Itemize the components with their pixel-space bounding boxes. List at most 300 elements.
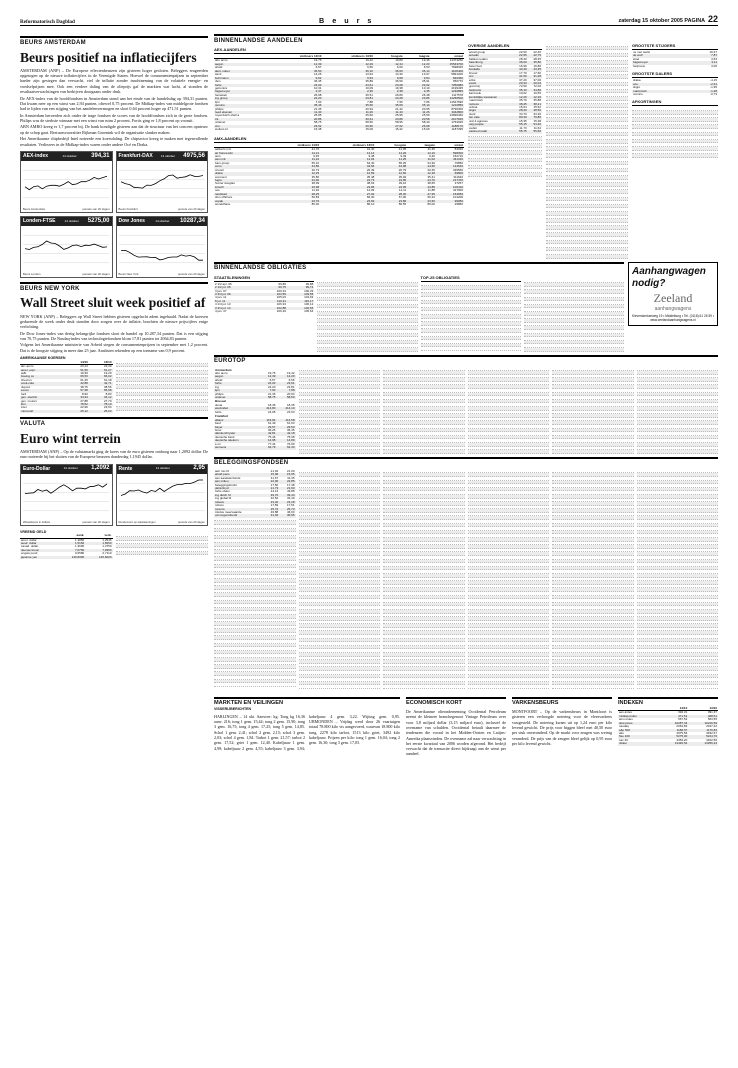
table-cell: 15,42: [395, 127, 403, 132]
table-cell: 21,00: [286, 468, 295, 473]
table-cell: corio: [214, 165, 265, 168]
column-header: aank.: [58, 534, 85, 538]
staatsleningen-head: STAATSLENINGEN: [214, 275, 314, 282]
table-cell: 35,89: [365, 79, 373, 84]
table-cell: 35,50: [322, 104, 374, 107]
table-cell: 114,58: [276, 419, 295, 422]
right-column: [214, 34, 718, 757]
table-cell: ing groep: [214, 97, 271, 100]
table-cell: 24,70: [407, 179, 436, 182]
table-cell: deutsche bank: [215, 434, 235, 439]
index-chart: [20, 216, 113, 278]
column-header: 13/10: [89, 361, 113, 365]
table-cell: 61,49: [267, 421, 276, 426]
table-cell: daimlerchrysler: [214, 432, 257, 435]
table-cell: wereldhave: [215, 202, 231, 207]
table-cell: 66,30: [366, 195, 375, 200]
table-cell: 17,60: [533, 70, 541, 75]
table-cell: akzo nobel: [214, 70, 271, 73]
table-cell: 37,00: [533, 77, 541, 82]
table-cell: 66,34: [427, 195, 435, 200]
table-cell: 31,02: [263, 514, 279, 517]
table-cell: 99,88: [305, 281, 314, 286]
table-cell: 24,20: [267, 384, 276, 389]
table-cell: 17,70: [519, 70, 527, 75]
table-row-placeholder: [383, 685, 465, 689]
table-cell: 38,75: [80, 384, 88, 389]
varkensbeurs-block: [512, 693, 612, 757]
table-cell: 391,37: [707, 710, 717, 715]
table-cell: 13250500: [431, 97, 464, 100]
table-cell: 414,10: [276, 407, 295, 410]
table-cell: asml: [215, 72, 222, 77]
table-cell: tnt: [214, 118, 271, 121]
table-cell: 12,29: [276, 375, 295, 378]
table-cell: 1,1850: [75, 537, 85, 542]
table-cell: 20,73: [311, 167, 320, 172]
table-cell: 11,04: [320, 158, 375, 161]
table-cell: bmw: [215, 427, 222, 432]
table-cell: 7,93: [257, 389, 276, 392]
table-cell: 35,41: [427, 174, 435, 179]
chart-source: Rendement op staatsleningen: [118, 520, 156, 525]
table-cell: 106,12: [304, 302, 314, 307]
table-cell: reed elsevier: [214, 111, 271, 114]
table-cell: 1763025: [451, 120, 463, 125]
table-cell: 14,14: [320, 152, 375, 155]
visserij-head: VISSERIJBERICHTEN: [214, 706, 252, 711]
table-cell: 9,62: [271, 77, 323, 80]
table-cell: 23,61: [276, 382, 295, 385]
table-cell: 7,93: [315, 99, 322, 104]
table-cell: -1,28: [687, 90, 718, 93]
binnenlandse-aandelen-title: BINNENLANDSE AANDELEN: [214, 34, 464, 45]
table-cell: 8790300: [451, 106, 463, 111]
indexen-block: [618, 693, 718, 757]
eurotop-block: [214, 355, 718, 454]
table-cell: 6,57: [315, 65, 322, 70]
table-cell: aex-index: [619, 710, 633, 715]
table-cell: 7,95: [396, 99, 403, 104]
chart-title: Euro-Dollar: [23, 466, 51, 473]
table-cell: 23,76: [265, 200, 320, 203]
column-header: 14/10: [659, 707, 689, 711]
table-cell: 7,86: [423, 99, 430, 104]
table-cell: aeh mix fd: [215, 468, 229, 473]
table-cell: 441310: [436, 158, 464, 161]
table-cell: 27,70: [103, 398, 112, 403]
table-cell: grontmij: [469, 84, 480, 89]
table-cell: dexia: [215, 402, 223, 407]
table-cell: 4 1/4 jul. 13: [215, 302, 231, 307]
table-cell: aegon: [214, 375, 257, 378]
table-cell: basf: [215, 421, 221, 426]
chart-value: 4975,56: [183, 152, 205, 159]
table-cell: 5224,70: [688, 735, 718, 738]
table-cell: allianz: [214, 419, 257, 422]
table-cell: 99,75: [260, 286, 287, 289]
table-cell: 38,63: [366, 181, 375, 186]
table-cell: 55,75: [513, 130, 527, 133]
table-cell: 1188170: [431, 125, 464, 128]
chart-date: 14 oktober: [62, 153, 77, 158]
table-cell: 27,02: [374, 125, 404, 128]
table-cell: 23,85: [407, 186, 436, 189]
chart-plot: [117, 474, 207, 520]
table-cell: 86,30: [311, 202, 320, 207]
table-cell: ing global fd: [215, 496, 232, 501]
chart-plot: [117, 161, 207, 207]
table-cell: nasdaq: [619, 724, 629, 729]
table-row-placeholder: [468, 685, 550, 689]
table-cell: 4932,67: [706, 731, 717, 736]
article-paragraph: Het Amerikaanse chipbedrijf Intel noteerde een koersdaling. De chipsector kreeg te maken met tegenvallende resultaten. Verliezers in de Midkap-index waren onder andere Océ en Draka.: [20, 136, 208, 147]
table-row: [214, 446, 296, 449]
table-cell: 26,68: [404, 125, 431, 128]
table-cell: ftse 100: [618, 735, 659, 738]
article-paragraph: ABN AMRO kreeg er 1,7 procent bij. De bank kondigde gisteren aan dat de structuur van het concern opnieuw op de schop gaat. Bestuursvoorzitter Rijkman Groenink wil de organisatie slanker maken.: [20, 124, 208, 135]
table-cell: 15,05: [279, 473, 295, 476]
table-cell: 99,89: [278, 281, 286, 286]
table-cell: heineken: [215, 92, 228, 97]
table-cell: 66,53: [65, 375, 89, 378]
table-cell: 44,98: [375, 165, 407, 168]
table-cell: arcadis: [468, 54, 513, 57]
table-row-placeholder: [637, 685, 719, 689]
vreemd-geld-title: VREEMD GELD: [20, 529, 47, 534]
table-cell: 38,56: [103, 384, 112, 389]
table-cell: hagemeyer: [632, 61, 689, 64]
table-cell: 43,88: [286, 489, 295, 494]
table-cell: 7,0750: [58, 549, 85, 552]
table-cell: vopak: [214, 200, 265, 203]
table-cell: 12,25: [265, 172, 320, 175]
vreemd-geld-block: [20, 530, 208, 560]
table-cell: 35,46: [271, 104, 323, 107]
table-cell: 31,50: [513, 75, 527, 78]
table-cell: 65,10: [311, 160, 320, 165]
chart-period: periode van 20 dagen: [177, 520, 205, 525]
table-cell: 29,50: [276, 426, 295, 429]
chart-title: Dow Jones: [118, 218, 145, 225]
table-cell: 46,60: [286, 510, 295, 514]
table-cell: 41,70: [311, 147, 320, 152]
vreemd-geld-table: [20, 534, 113, 559]
table-cell: 17,48: [286, 482, 295, 487]
table-cell: 12,44: [374, 63, 404, 66]
beurs-newyork-article: [20, 314, 208, 354]
table-cell: aalberts ind.: [215, 147, 232, 152]
table-cell: 36,10: [322, 70, 374, 73]
table-cell: 2064,83: [676, 724, 688, 729]
chart-date: 14 oktober: [64, 218, 79, 223]
table-cell: imtech: [214, 186, 265, 189]
table-cell: 56,98: [89, 389, 113, 392]
table-row-placeholder: [524, 348, 624, 352]
varkensbeurs-text: MONTFOORT – Op de varkensbeurs in Montfoort is gisteren een verhoogde notering voor de vleesvarkens vastgesteld. De notering kwam uit op 1,24 euro per kilo levend gewicht. De prijs voor biggen bleef met 40,50 euro per stuk onveranderd. Op de markt voor zeugen was weinig veranderd. De prijs van de zeugen bleef gelijk op 0,95 euro per kilo levend gewicht.: [512, 708, 612, 746]
table-cell: 57,38: [65, 389, 89, 392]
table-cell: 23,32: [263, 501, 279, 504]
table-cell: 13896460: [449, 113, 463, 118]
table-cell: 6,56: [288, 377, 295, 382]
column-header: 13/10: [688, 707, 718, 711]
table-cell: 35,88: [533, 98, 541, 103]
dalers-title: GROOTSTE DALERS: [632, 71, 718, 78]
table-cell: 51,27: [89, 369, 113, 372]
table-cell: asm intl.: [214, 158, 265, 161]
table-cell: 43,40: [513, 68, 527, 71]
table-cell: 101200: [452, 195, 463, 200]
table-cell: 42,88: [65, 382, 89, 385]
table-cell: 72,50: [519, 84, 527, 89]
table-cell: wolters kl.: [215, 127, 229, 132]
table-cell: 2,35: [404, 90, 431, 93]
table-cell: 15543700: [431, 63, 464, 66]
chart-line: [121, 175, 203, 188]
table-cell: 3 3/4 jul. 14: [214, 307, 260, 310]
table-row-placeholder: [214, 683, 296, 687]
table-cell: 15,52: [533, 105, 541, 109]
table-cell: 102,65: [287, 307, 314, 310]
table-cell: 41,67: [270, 475, 279, 480]
table-cell: 61,45: [80, 377, 88, 382]
table-cell: 44,60: [407, 165, 436, 168]
varkensbeurs-title: VARKENSBEURS: [512, 697, 612, 707]
table-cell: 29850: [454, 202, 463, 207]
table-cell: coca-cola: [20, 382, 65, 385]
table-cell: 17,50: [270, 482, 279, 487]
table-cell: 44,13: [270, 489, 279, 494]
chart-value: 394,31: [91, 152, 110, 159]
table-cell: 12,26: [528, 96, 542, 99]
table-cell: ibm: [20, 403, 65, 406]
table-cell: 11,25: [375, 158, 407, 161]
table-cell: 10287,34: [659, 722, 689, 725]
table-row: [20, 410, 113, 413]
table-cell: 0,6580: [75, 551, 85, 556]
table-cell: 69800: [436, 172, 464, 175]
table-cell: draka: [214, 172, 265, 175]
table-cell: draka: [633, 78, 641, 83]
table-cell: 35,69: [374, 104, 404, 107]
table-cell: 110,17: [287, 300, 314, 303]
chart-line: [25, 484, 107, 494]
table-cell: 1187395: [451, 127, 463, 132]
aandelen-row: [214, 34, 718, 259]
table-cell: 22,99: [80, 405, 88, 410]
table-cell: 23,60: [407, 200, 436, 203]
table-cell: 41,95: [398, 147, 407, 152]
table-cell: 12,09: [366, 188, 375, 193]
chart-period: periode van 20 dagen: [82, 520, 110, 525]
table-cell: ahold: [215, 377, 223, 382]
obligaties-block: [214, 262, 624, 352]
column-header: slotkoers 13/10: [322, 55, 374, 59]
chart-period: periode van 20 dagen: [177, 207, 205, 212]
table-cell: 58,50: [276, 396, 295, 399]
table-cell: 19,46: [422, 58, 430, 63]
table-row-placeholder: [383, 450, 465, 454]
markten-block: [214, 693, 400, 757]
issue-date: zaterdag 15 oktober 2005 PAGINA: [618, 18, 705, 25]
table-cell: -4,15: [710, 78, 717, 83]
overige-aandelen-2: [546, 34, 628, 259]
table-cell: 44,66: [320, 165, 375, 168]
table-cell: 20,58: [404, 118, 431, 121]
table-cell: dsm: [215, 79, 221, 84]
stijgers-dalers: [632, 34, 718, 259]
table-cell: 23,54: [103, 405, 112, 410]
exchange-group-header: Frankfurt: [215, 414, 229, 419]
table-cell: gen. motors: [21, 398, 37, 403]
table-cell: 7,88: [367, 99, 373, 104]
ad-address: Kleverskerkseweg 19 • Middelburg • Tel. (0118) 61 26 59 • www.zeelandaanhangwagens.nl: [632, 313, 714, 322]
chart-date: 14 oktober: [155, 218, 170, 223]
table-cell: 23,69: [320, 200, 375, 203]
index-chart: [116, 464, 209, 526]
table-cell: exxon: [20, 389, 65, 392]
table-cell: 61,03: [286, 421, 295, 426]
table-cell: 14,26: [313, 72, 322, 77]
column-header: verk.: [85, 534, 112, 538]
table-cell: 15,09: [422, 127, 430, 132]
table-cell: air france-klm: [214, 152, 265, 155]
table-cell: 61,18: [103, 377, 112, 382]
table-cell: 6,57: [269, 377, 276, 382]
table-cell: 36,00: [513, 61, 527, 64]
table-cell: 2 1/2 jul. 06: [214, 286, 260, 289]
chart-line: [121, 480, 203, 496]
table-cell: 66,02: [89, 375, 113, 378]
table-cell: 311640: [453, 174, 463, 179]
table-cell: 3 jan. 07: [215, 288, 227, 293]
table-cell: 327900: [452, 188, 463, 193]
table-cell: 6,60: [396, 65, 403, 70]
table-cell: ford: [21, 391, 27, 396]
table-cell: 23,61: [322, 84, 374, 87]
valuta-kicker: VALUTA: [20, 417, 208, 429]
table-cell: 41,35: [427, 147, 435, 152]
table-cell: 1,5160: [58, 542, 85, 545]
table-cell: 1117578: [451, 92, 463, 97]
table-cell: 7698345: [451, 65, 463, 70]
table-cell: 2 1/2 apr. 06: [215, 281, 232, 286]
chart-date: 14 oktober: [160, 153, 176, 158]
table-cell: kpn: [215, 99, 220, 104]
table-cell: 10216,59: [688, 722, 718, 725]
table-cell: 16,80: [533, 63, 541, 68]
table-cell: 25,85: [313, 113, 322, 118]
table-row-placeholder: [116, 407, 209, 411]
table-cell: 24,28: [374, 97, 404, 100]
table-cell: deense kroon: [20, 549, 58, 552]
table-row-placeholder: [468, 173, 542, 177]
table-cell: 32,52: [270, 496, 279, 501]
table-cell: 2,37: [271, 90, 323, 93]
table-cell: 12,29: [513, 96, 527, 99]
table-cell: fortis: [214, 84, 271, 87]
table-cell: 54,40: [528, 123, 542, 126]
table-cell: 840360: [431, 77, 464, 80]
table-cell: 144640: [436, 165, 464, 168]
chart-plot: [21, 226, 111, 272]
paper-name: Reformatorisch Dagblad: [20, 18, 75, 25]
table-cell: accell group: [469, 50, 486, 54]
bottom-news-row: [214, 693, 718, 757]
table-cell: 23,30: [103, 364, 112, 369]
table-cell: ams: [215, 153, 221, 158]
table-cell: batenburg: [468, 61, 513, 64]
table-cell: sligro: [633, 85, 641, 90]
chart-line: [121, 250, 203, 260]
table-cell: asn milieu: [214, 480, 263, 483]
table-cell: 55,60: [528, 130, 542, 133]
table-cell: 18,46: [267, 402, 276, 407]
chart-date: 14 oktober: [155, 466, 170, 471]
table-cell: abn amro: [215, 370, 228, 375]
table-row-placeholder: [299, 450, 381, 454]
table-cell: 22,90: [263, 480, 279, 483]
table-cell: 20,94: [286, 391, 295, 396]
chart-period: periode van 20 dagen: [82, 207, 110, 212]
table-cell: 339560: [452, 167, 463, 172]
table-row: [632, 93, 718, 96]
table-cell: beleggingsfonds: [215, 482, 237, 487]
column-header: hoogste: [375, 144, 407, 148]
table-cell: heijmans: [633, 63, 646, 68]
table-cell: 9,40: [429, 153, 435, 158]
table-cell: 65,25: [398, 160, 407, 165]
left-column: [20, 34, 208, 559]
ad-title: Aanhangwagen nodig?: [632, 265, 706, 290]
table-row-placeholder: [546, 255, 628, 259]
table-cell: 153650: [436, 193, 464, 196]
chart-source: Beurs Amsterdam: [23, 207, 46, 212]
table-cell: 100,34: [276, 288, 286, 293]
table-cell: 14,26: [375, 152, 407, 155]
table-cell: macintosh: [632, 90, 687, 93]
table-cell: elsel: [633, 56, 640, 61]
table-row: [20, 556, 113, 559]
table-cell: 35,10: [513, 89, 527, 92]
table-cell: 5891200: [451, 72, 463, 77]
table-cell: eriks: [469, 77, 476, 82]
table-cell: 62,43: [276, 446, 295, 449]
table-cell: 19,75: [313, 58, 322, 63]
table-cell: 2,36: [322, 90, 374, 93]
table-cell: vastned retail: [468, 130, 513, 133]
table-cell: 10,10: [422, 85, 430, 90]
table-cell: 21,63: [279, 487, 295, 490]
article-paragraph: AMSTERDAM (ANP) – De Europese effectenbeurzen zijn gisteren hoger gesloten. Beleggers reageerden opgetogen op de nieuwe inflatiecijfers in de Verenigde Staten. Hoewel de consumentenprijzen in september harder zijn gestegen dan verwacht, viel de inflatie zonder inachtneming van de volatiele energie- en voedselprijzen mee. Ook een verdere daling van de olieprijs gaf de markten wat lucht, al stonden de resultaatverwachtingen van bedrijven doorgaans onder druk.: [20, 67, 208, 95]
table-cell: 19,42: [365, 58, 373, 63]
chart-period: periode van 20 dagen: [82, 272, 110, 277]
us-quotes-block: [20, 356, 208, 413]
column-header: laagste: [407, 144, 436, 148]
table-cell: 58,75: [313, 120, 322, 125]
article-paragraph: AMSTERDAM (ANP) – Op de valutamarkt ging de koers van de euro gisteren omhoog naar 1,2092 dollar. De euro noteerde bij het sluiten van de Europese beurzen donderdag 1,1945 dollar.: [20, 448, 208, 460]
chart-line: [25, 176, 107, 190]
chart-plot: [117, 226, 207, 272]
table-cell: 72,00: [533, 84, 541, 89]
table-cell: austr. dollar: [20, 542, 58, 545]
table-cell: amer. expr.: [20, 369, 65, 372]
table-cell: 99,74: [287, 286, 314, 289]
index-charts-top: [20, 151, 208, 278]
table-cell: 28,25: [533, 56, 541, 61]
table-cell: 15,64: [519, 105, 527, 109]
article-paragraph: NEW YORK (ANP) – Beleggers op Wall Street hebben gisteren opgelucht adem ingehaald. Nadat de koersen gedurende de week onder druk stonden door zorgen over de inflatie, brachten de nieuwe prijscijfers enige verlichting.: [20, 313, 208, 330]
